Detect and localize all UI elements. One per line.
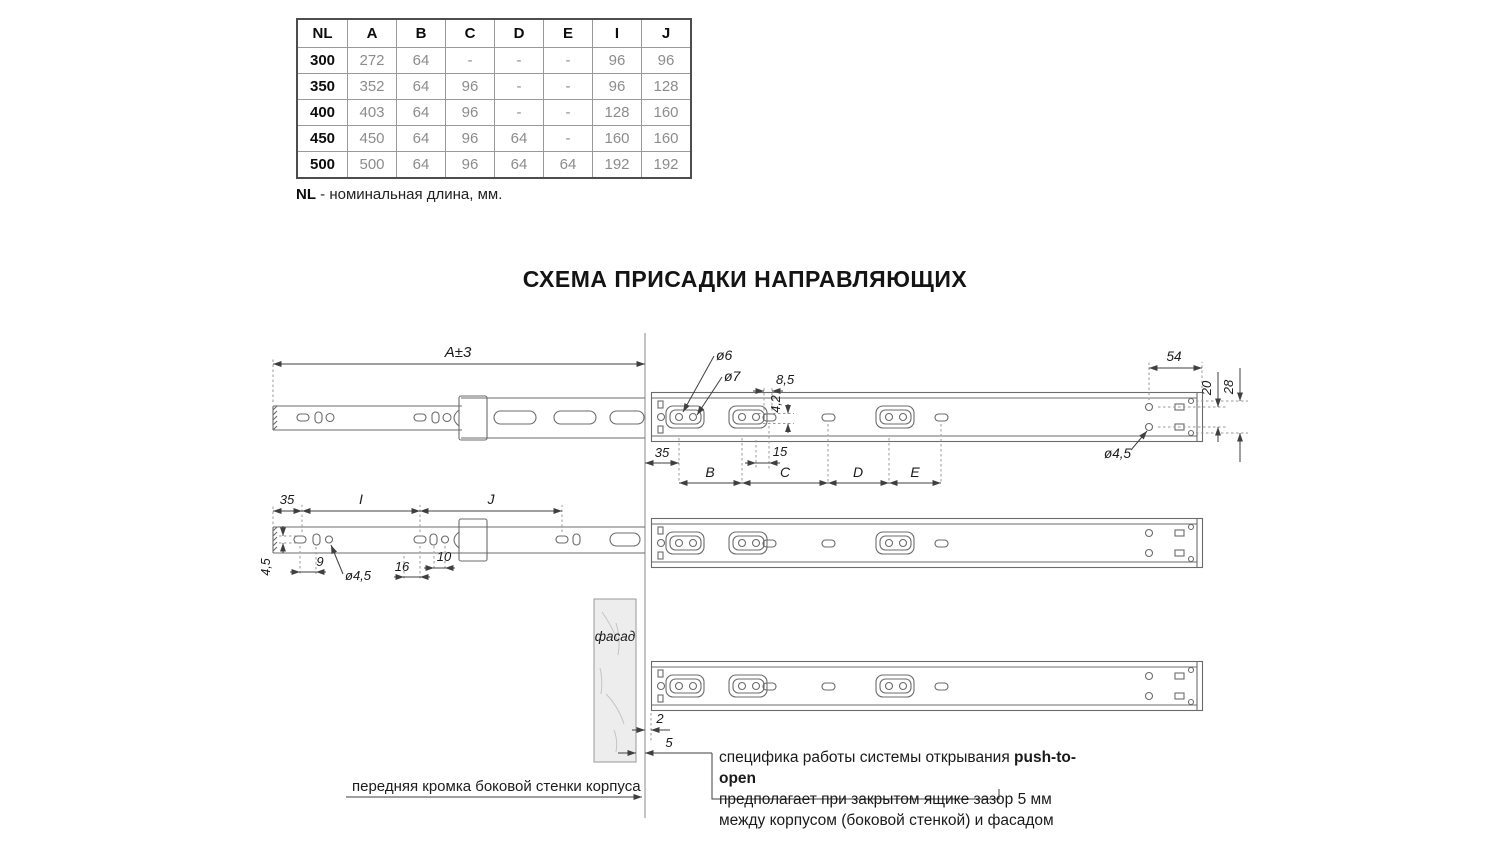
cell: 96	[446, 74, 495, 100]
note-line2: предполагает при закрытом ящике зазор 5 мм	[719, 791, 1052, 808]
dim-10: 10	[436, 549, 452, 564]
cell: 64	[397, 100, 446, 126]
cell: 64	[495, 152, 544, 179]
push-to-open-note	[719, 747, 1089, 831]
cell: 64	[397, 152, 446, 179]
bottom-rail-assembly	[594, 599, 1203, 762]
cell: -	[446, 48, 495, 74]
cell: 450	[348, 126, 397, 152]
col-header-e: E	[544, 19, 593, 48]
dim-9: 9	[316, 554, 324, 569]
cell: 192	[642, 152, 692, 179]
dim-d: D	[852, 464, 864, 480]
note-line3: между корпусом (боковой стенкой) и фасадом	[719, 812, 1054, 829]
drawer-member-closed	[273, 519, 645, 561]
cell: 64	[397, 74, 446, 100]
dim-5: 5	[665, 735, 673, 750]
dim-35-top: 35	[654, 445, 670, 460]
cell: -	[495, 48, 544, 74]
dim-dia7: ø7	[724, 368, 741, 384]
dim-20: 20	[1199, 380, 1214, 396]
dim-2: 2	[656, 711, 664, 726]
col-header-a: A	[348, 19, 397, 48]
drawer-member-extended	[273, 396, 645, 440]
dim-c: C	[779, 464, 791, 480]
footnote-text: - номинальная длина, мм.	[316, 186, 503, 203]
cell: 96	[446, 100, 495, 126]
cabinet-member-bottom	[652, 662, 1203, 711]
footnote-nl: NL	[296, 186, 316, 203]
cell: 96	[446, 152, 495, 179]
top-rail-assembly	[273, 393, 1203, 442]
dim-4-2: 4,2	[769, 395, 783, 413]
cell: 96	[593, 48, 642, 74]
dim-8-5: 8,5	[776, 372, 795, 387]
cell: -	[495, 74, 544, 100]
dim-4-5-left: 4,5	[259, 558, 273, 576]
cell: 160	[642, 126, 692, 152]
dim-28: 28	[1221, 379, 1236, 395]
cell: 64	[397, 48, 446, 74]
note-push-to-open: push-to-open	[719, 749, 1077, 787]
cell: 403	[348, 100, 397, 126]
row-nl: 500	[297, 152, 348, 179]
cell: -	[544, 126, 593, 152]
page-title: СХЕМА ПРИСАДКИ НАПРАВЛЯЮЩИХ	[522, 266, 968, 292]
cell: 64	[495, 126, 544, 152]
cell: 96	[593, 74, 642, 100]
row-nl: 300	[297, 48, 348, 74]
col-header-d: D	[495, 19, 544, 48]
dim-dia45-mid: ø4,5	[345, 568, 372, 583]
cell: 160	[642, 100, 692, 126]
cell: 352	[348, 74, 397, 100]
dim-15: 15	[772, 444, 788, 459]
cell: 64	[544, 152, 593, 179]
cell: 500	[348, 152, 397, 179]
cell: 96	[446, 126, 495, 152]
dim-j: J	[487, 491, 495, 507]
middle-rail-assembly	[273, 519, 1203, 568]
col-header-c: C	[446, 19, 495, 48]
cell: 96	[642, 48, 692, 74]
cell: 192	[593, 152, 642, 179]
dim-i: I	[359, 491, 363, 507]
dim-a3: A±3	[444, 344, 472, 361]
cell: -	[495, 100, 544, 126]
cell: -	[544, 74, 593, 100]
col-header-nl: NL	[297, 19, 348, 48]
dim-b: B	[705, 464, 715, 480]
row-nl: 400	[297, 100, 348, 126]
dim-e: E	[910, 464, 920, 480]
col-header-j: J	[642, 19, 692, 48]
cell: -	[544, 48, 593, 74]
cell: -	[544, 100, 593, 126]
cell: 64	[397, 126, 446, 152]
cell: 128	[593, 100, 642, 126]
col-header-b: B	[397, 19, 446, 48]
dim-dia6: ø6	[716, 347, 733, 363]
facade-label: фасад	[594, 629, 636, 644]
facade-panel	[594, 599, 636, 762]
row-nl: 350	[297, 74, 348, 100]
note-line1: специфика работы системы открывания	[719, 749, 1015, 766]
cabinet-member-top	[652, 393, 1203, 442]
cabinet-member-middle	[652, 519, 1203, 568]
cell: 272	[348, 48, 397, 74]
dim-35-mid: 35	[279, 492, 295, 507]
dim-16: 16	[394, 559, 410, 574]
col-header-i: I	[593, 19, 642, 48]
row-nl: 450	[297, 126, 348, 152]
cell: 160	[593, 126, 642, 152]
front-edge-label: передняя кромка боковой стенки корпуса	[352, 778, 641, 795]
dim-54: 54	[1166, 349, 1182, 364]
dim-dia45-right: ø4,5	[1104, 446, 1132, 461]
cell: 128	[642, 74, 692, 100]
